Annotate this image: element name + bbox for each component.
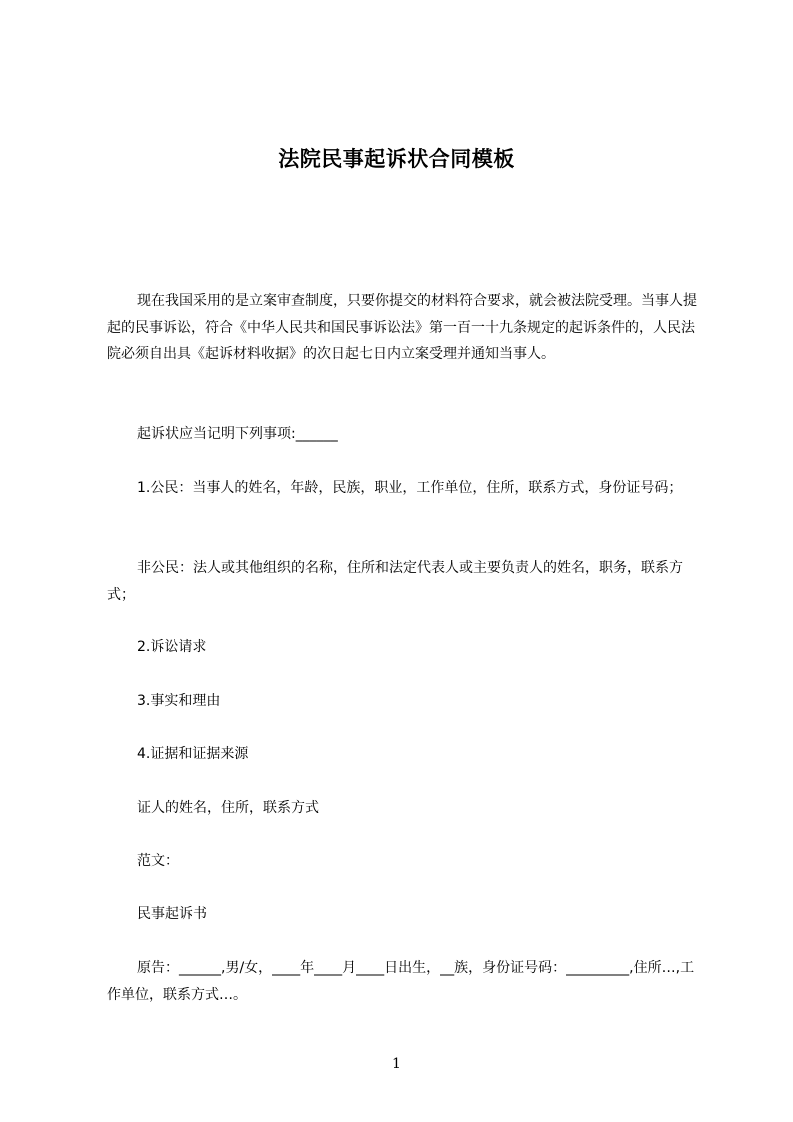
item-claims: 2.诉讼请求 [137, 639, 207, 655]
intro-paragraph: 现在我国采用的是立案审查制度，只要你提交的材料符合要求，就会被法院受理。当事人提起的民事诉讼，符合《中华人民共和国民事诉讼法》第一百一十九条规定的起诉条件的，人民法院必须自出具《起诉材料收据》的次日起七日内立案受理并通知当事人。 [107, 293, 697, 362]
page-title: 法院民事起诉状合同模板 [278, 147, 515, 171]
items-heading: 起诉状应当记明下列事项:______ [137, 426, 338, 442]
item-facts-reasons: 3.事实和理由 [137, 693, 221, 709]
sample-label: 范文： [137, 853, 179, 869]
plaintiff-info: 原告：______,男/女，____年____月____日出生，__族，身份证号码：_________,住所…,工作单位，联系方式…。 [107, 960, 695, 1003]
witness-info: 证人的姓名，住所，联系方式 [137, 800, 319, 816]
complaint-heading: 民事起诉书 [137, 906, 207, 922]
item-evidence: 4.证据和证据来源 [137, 746, 249, 762]
item-non-citizen: 非公民：法人或其他组织的名称，住所和法定代表人或主要负责人的姓名，职务，联系方式； [107, 560, 683, 603]
item-citizen: 1.公民：当事人的姓名，年龄，民族，职业，工作单位，住所，联系方式，身份证号码； [137, 480, 683, 496]
page-number: 1 [392, 1056, 401, 1072]
